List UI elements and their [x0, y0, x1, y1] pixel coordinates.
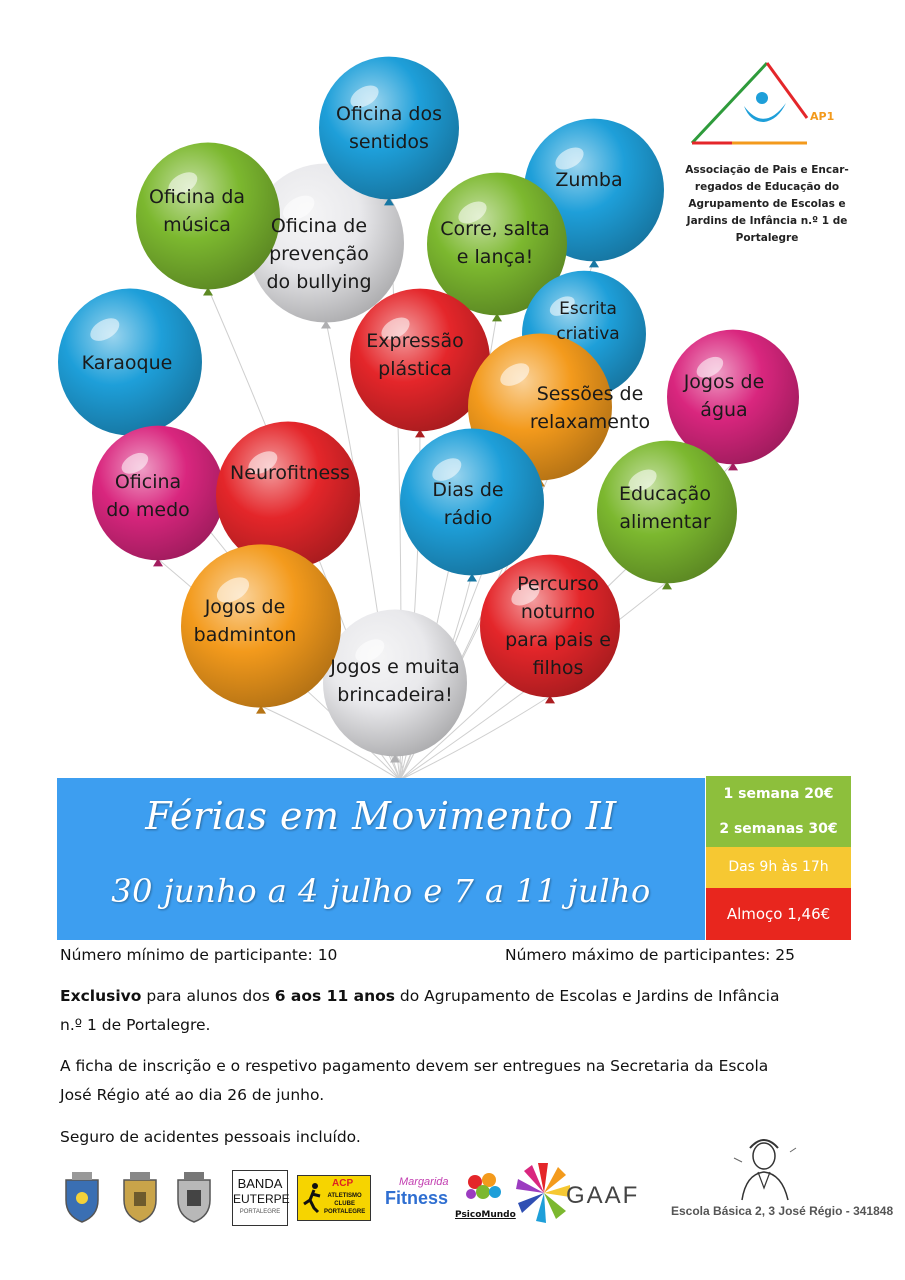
balloon-label: Corre, salta e lança! [440, 218, 550, 268]
parish-crest-3-icon [172, 1170, 216, 1226]
gaaf-logo: GAAF [516, 1160, 646, 1232]
balloon-label: Expressão plástica [366, 330, 464, 380]
event-dates: 30 junho a 4 julho e 7 a 11 julho [111, 872, 651, 910]
schedule-hours: Das 9h às 17h [706, 847, 851, 888]
school-name: Escola Básica 2, 3 José Régio - 341848 [671, 1204, 894, 1218]
min-participants: Número mínimo de participante: 10 [60, 946, 338, 964]
balloon-label: Jogos de badminton [193, 596, 297, 646]
psicomundo-logo: PsicoMundo [455, 1170, 511, 1224]
exclusive-label: Exclusivo [60, 987, 142, 1005]
acp-logo: ACP ATLETISMO CLUBE PORTALEGRE [297, 1175, 371, 1221]
association-block [682, 58, 852, 247]
exclusive-paragraph: Exclusivo para alunos dos 6 aos 11 anos do Agrupamento de Escolas e Jardins de Infância n.º 1 de Portalegre. [60, 987, 780, 1034]
parish-crest-2-icon [118, 1170, 162, 1226]
lunch-price: Almoço 1,46€ [706, 888, 851, 940]
parish-crest-1-icon [60, 1170, 104, 1226]
price-two-weeks: 2 semanas 30€ [706, 812, 851, 847]
gaaf-burst-icon [516, 1160, 572, 1226]
event-title: Férias em Movimento II [145, 794, 617, 838]
banda-euterpe-logo: BANDA EUTERPE PORTALEGRE [232, 1170, 288, 1226]
association-logo [682, 58, 852, 158]
balloon-label: Karaoque [81, 352, 173, 374]
hands-icon [461, 1170, 505, 1206]
registration-paragraph: A ficha de inscrição e o respetivo pagamento devem ser entregues na Secretaria da Escola José Régio até ao dia 26 de junho. [60, 1057, 769, 1104]
price-one-week: 1 semana 20€ [706, 776, 851, 812]
balloon-label: Escrita criativa [556, 299, 620, 344]
balloon-label: Neurofitness [230, 462, 350, 484]
association-name: Associação de Pais e Encar- regados de Educação do Agrupamento de Escolas e Jardins de Infância n.º 1 de Portalegre [685, 164, 849, 244]
jose-regio-portrait-icon [730, 1128, 800, 1202]
balloon-label: Oficina do medo [106, 471, 190, 521]
max-participants: Número máximo de participantes: 25 [505, 946, 796, 964]
balloon-label: Oficina de prevenção do bullying [266, 215, 372, 293]
balloon-label: Jogos e muita brincadeira! [330, 656, 460, 706]
balloon-label: Percurso noturno para pais e filhos [505, 573, 611, 679]
age-range: 6 aos 11 anos [274, 987, 395, 1005]
balloon-label: Sessões de relaxamento [529, 383, 651, 433]
balloon-label: Educação alimentar [619, 483, 711, 533]
insurance-note: Seguro de acidentes pessoais incluído. [60, 1128, 361, 1146]
runner-icon [302, 1182, 324, 1214]
title-banner [57, 778, 705, 940]
balloon-label: Oficina dos sentidos [336, 103, 442, 153]
margarida-fitness-logo: Margarida Fitness [385, 1176, 449, 1208]
balloon-label: Oficina da música [148, 186, 246, 236]
balloon-label: Zumba [555, 169, 623, 191]
balloon-label: Jogos de água [683, 371, 765, 421]
association-logo-text: AP1 [810, 110, 835, 123]
balloon-label: Dias de rádio [432, 479, 504, 529]
